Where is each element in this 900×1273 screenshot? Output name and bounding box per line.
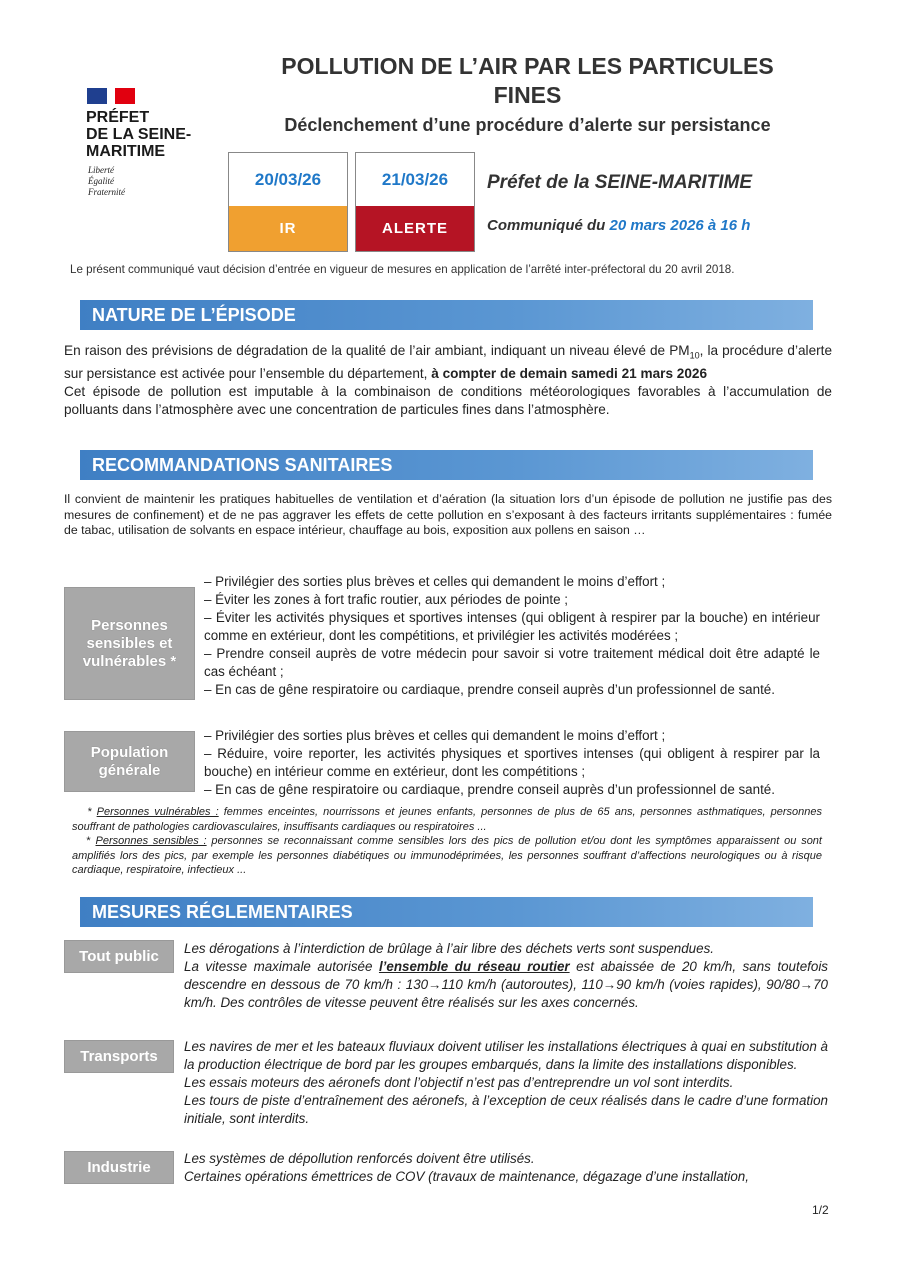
footnote-text: femmes enceintes, nourrissons et jeunes enfants, personnes de plus de 65 ans, personnes asthmatiques, personnes souffrant de pathologies cardiovasculaires, insuffisants cardiaques ou respiratoires ... xyxy=(72,806,822,833)
text: La vitesse maximale autorisée xyxy=(184,959,379,974)
industry-measures xyxy=(184,1150,828,1186)
footnote-text: personnes se reconnaissant comme sensibles lors des pics de pollution et/ou dont les symptômes apparaissent ou sont amplifiés lors des pics, par exemple les personnes diabétiques ou immunodéprimées, les personnes souffrant d’affections neurologiques ou à risque cardiaque, respiratoire, infectieux ... xyxy=(72,835,822,876)
title-line: POLLUTION DE L’AIR PAR LES PARTICULES xyxy=(281,53,774,79)
list-item: – Prendre conseil auprès de votre médecin pour savoir si votre traitement médical doit être adapté le cas échéant ; xyxy=(204,646,820,679)
sensitive-recommendations-list xyxy=(204,573,820,699)
text: , la procédure d’alerte sur persistance est activée pour l’ensemble du département, xyxy=(64,343,833,381)
prefecture-logo-name xyxy=(86,109,191,160)
list-item: – Privilégier des sorties plus brèves et celles qui demandent le moins d’effort ; xyxy=(204,728,666,743)
measure-label-industrie: Industrie xyxy=(64,1151,174,1184)
list-item: – Privilégier des sorties plus brèves et celles qui demandent le moins d’effort ; xyxy=(204,574,666,589)
footnote-term: Personnes sensibles : xyxy=(95,835,207,847)
communique-date xyxy=(487,217,750,234)
footnotes xyxy=(72,805,822,878)
list-item: – En cas de gêne respiratoire ou cardiaque, prendre conseil auprès d’un professionnel de santé. xyxy=(204,682,775,697)
measure-line xyxy=(184,958,828,1012)
page-subtitle: Déclenchement d’une procédure d’alerte sur persistance xyxy=(284,115,771,135)
logo-motto xyxy=(88,165,125,198)
list-item: – Réduire, voire reporter, les activités physiques et sportives intenses (qui obligent à respirer par la bouche) en intérieur comme en extérieur, dont les compétitions ; xyxy=(204,746,820,779)
group-label-general: Population générale xyxy=(64,731,195,792)
footnote-term: Personnes vulnérables : xyxy=(96,806,219,818)
motto-line: Liberté xyxy=(88,165,114,175)
day-level-badge: ALERTE xyxy=(356,206,474,251)
communique-prefix: Communiqué du xyxy=(487,217,610,234)
measure-line: Les navires de mer et les bateaux fluviaux doivent utiliser les installations électriques à quai en substitution à la production électrique de bord par les groupes embarqués, dans la limite des installations disponibles. xyxy=(184,1039,828,1072)
nature-paragraph xyxy=(64,342,832,419)
page-number: 1/2 xyxy=(812,1203,829,1217)
issuer: Préfet de la SEINE-MARITIME xyxy=(487,172,752,193)
general-recommendations-list xyxy=(204,727,820,799)
list-item: – Éviter les activités physiques et sportives intenses (qui obligent à respirer par la bouche) en intérieur comme en extérieur, dont les compétitions, et privilégier les activités modérées ; xyxy=(204,610,820,643)
page-title xyxy=(240,52,815,110)
reco-intro: Il convient de maintenir les pratiques habituelles de ventilation et d’aération (la situation lors d’un épisode de pollution ne justifie pas des mesures de confinement) et de ne pas aggraver les effets de cette pollution en s’exposant à des facteurs irritants supplémentaires : fumée de tabac, utilisation de solvants en espace intérieur, chauffage au bois, exposition aux pollens en saison … xyxy=(64,492,832,537)
day-date: 20/03/26 xyxy=(229,153,347,206)
subscript: 10 xyxy=(689,350,700,361)
logo-line: DE LA SEINE- xyxy=(86,126,192,143)
section-heading-mesures: MESURES RÉGLEMENTAIRES xyxy=(80,897,813,927)
measure-line: Les essais moteurs des aéronefs dont l’objectif n’est pas d’entreprendre un vol sont interdits. xyxy=(184,1075,734,1090)
motto-line: Fraternité xyxy=(88,187,125,197)
measure-label-transports: Transports xyxy=(64,1040,174,1073)
section-heading-nature: NATURE DE L’ÉPISODE xyxy=(80,300,813,330)
communique-datetime: 20 mars 2026 à 16 h xyxy=(609,217,751,234)
marianne-logo-icon xyxy=(87,88,135,104)
public-measures xyxy=(184,940,828,1012)
title-line: FINES xyxy=(493,82,562,108)
day-date: 21/03/26 xyxy=(356,153,474,206)
list-item: – Éviter les zones à fort trafic routier, aux périodes de pointe ; xyxy=(204,592,568,607)
text: En raison des prévisions de dégradation de la qualité de l’air ambiant, indiquant un niveau élevé de PM xyxy=(64,343,690,358)
start-date-bold: à compter de demain samedi 21 mars 2026 xyxy=(431,365,708,381)
measure-line: Les dérogations à l’interdiction de brûlage à l’air libre des déchets verts sont suspendues. xyxy=(184,941,714,956)
nature-paragraph-2: Cet épisode de pollution est imputable à la combinaison de conditions météorologiques favorables à l’accumulation de polluants dans l’atmosphère avec une concentration de particules fines dans l’atmosphère. xyxy=(64,383,832,417)
list-item: – En cas de gêne respiratoire ou cardiaque, prendre conseil auprès d’un professionnel de santé. xyxy=(204,782,775,797)
day-box-2 xyxy=(355,152,475,252)
section-heading-recommandations: RECOMMANDATIONS SANITAIRES xyxy=(80,450,813,480)
group-label-sensitive: Personnes sensibles et vulnérables * xyxy=(64,587,195,700)
day-level-badge: IR xyxy=(229,206,347,251)
logo-line: MARITIME xyxy=(86,143,166,160)
motto-line: Égalité xyxy=(88,176,114,186)
measure-line: Les systèmes de dépollution renforcés doivent être utilisés. xyxy=(184,1151,535,1166)
footnote: * Personnes sensibles : personnes se reconnaissant comme sensibles lors des pics de pollution et/ou dont les symptômes apparaissent ou sont amplifiés lors des pics, par exemple les personnes diabétiques ou immunodéprimées, les personnes souffrant d’affections neurologiques ou à risque cardiaque, respiratoire, infectieux ... xyxy=(72,835,822,876)
road-network-emphasis: l’ensemble du réseau routier xyxy=(378,959,570,974)
transport-measures xyxy=(184,1038,828,1128)
footnote: * Personnes vulnérables : femmes enceintes, nourrissons et jeunes enfants, personnes de plus de 65 ans, personnes asthmatiques, personnes souffrant de pathologies cardiovasculaires, insuffisants cardiaques ou respiratoires ... xyxy=(72,806,822,833)
day-box-1 xyxy=(228,152,348,252)
legal-notice: Le présent communiqué vaut décision d’entrée en vigueur de mesures en application de l’arrêté inter-préfectoral du 20 avril 2018. xyxy=(70,263,735,276)
logo-line: PRÉFET xyxy=(86,109,150,126)
text: est abaissée de 20 km/h, sans toutefois descendre en dessous de 70 km/h : 130→110 km/h (autoroutes), 110→90 km/h (voies rapides), 90/80→70 km/h. Des contrôles de vitesse peuvent être réalisés sur les axes concernés. xyxy=(184,959,828,1010)
measure-line: Les tours de piste d’entraînement des aéronefs, à l’exception de ceux réalisés dans le cadre d’une formation initiale, sont interdits. xyxy=(184,1093,828,1126)
measure-line: Certaines opérations émettrices de COV (travaux de maintenance, dégazage d’une installation, xyxy=(184,1169,749,1184)
measure-label-public: Tout public xyxy=(64,940,174,973)
